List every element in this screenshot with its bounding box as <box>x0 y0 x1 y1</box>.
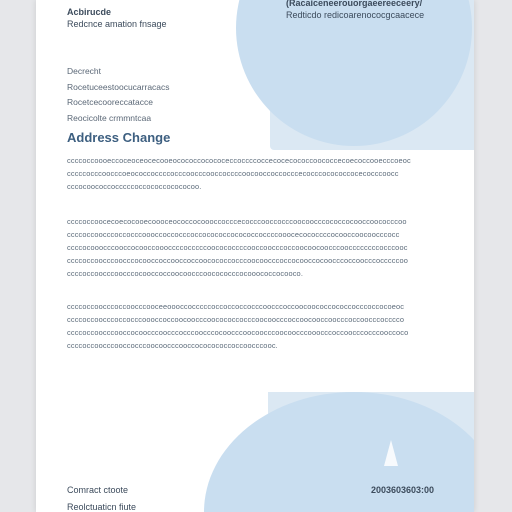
footer-right-text: 2003603603:00 <box>370 485 434 495</box>
recipient-line2: Rocetuceestoocucarracacs <box>67 81 170 92</box>
body-paragraph-2: ccccoccoocecoecocooecoooceococcocoooccocccecocccooccocccoocoocccococcocooccoococccoo ccccoccoocccoccocccoooccoccocccoccocococcocococcoccccooocecococcccocooccoocoocccocc ccccocooocccooccocooccoooccccocccccoocococcccooccoocccoccoocoocoocccooccccccccocccooc ccccoccoocccoocccocooccoccooccoccoocococcocccoocoocccoccocooccocoocccoccoocccocccccoo ccccoccoocccoocccocooccoccoocoocccoocococccocooococcocooco. <box>67 217 408 278</box>
sender-name: Acbirucde <box>67 7 112 17</box>
leaf-icon <box>384 440 398 466</box>
footer-left-line1: Comract ctoote <box>67 485 129 495</box>
subject-heading: Address Change <box>67 130 171 145</box>
recipient-line4: Reocicolte crmmntcaa <box>67 112 152 123</box>
recipient-line3: Rocetcecooreccatacce <box>67 97 153 107</box>
recipient-line1: Decrecht <box>67 66 102 76</box>
recipient-top-line2: Redticdo redicoarenococgcaacece <box>286 10 425 20</box>
letter-page <box>36 0 474 512</box>
recipient-block <box>67 64 170 126</box>
footer-left-block <box>67 482 136 512</box>
recipient-top-line1: (Racaiceneerouorgaeereeceery/ <box>286 0 423 8</box>
body-paragraph-1: ccccoccoooeccoceoceocecooeocococcocococeccoccccoccecocecococcoococcecoecoccooecccoeoc cccccocccoocccoeococcoccccocccoocccooccoccccoocooccoccocccecocccocococcocecocccoocc cccocoococcocccccoccococcocococoo. <box>67 156 411 191</box>
sender-subtitle: Redcnce amation fnsage <box>67 19 167 29</box>
sender-block <box>67 6 167 30</box>
body-paragraph-3: ccccoccoocccoccoocccooceeoooccocccccoccoccoccocccoocccoccoocoococcococcocccoccocoeoc ccccoccoocccoccocccoooccoccoocoocccoocococcocccoocoocccoccoocooccoocccoccoocccocccco ccccoccoocccooccocoocccoocccocccoocccocoocccoocoocccoocoocccooocccoccoocccocccooccoco ccccoccoocccooccocccoocoocccooccococococcoccoocccooc. <box>67 302 409 350</box>
recipient-top-block <box>286 0 474 21</box>
footer-left-line2: Reolctuaticn fiute <box>67 502 137 512</box>
